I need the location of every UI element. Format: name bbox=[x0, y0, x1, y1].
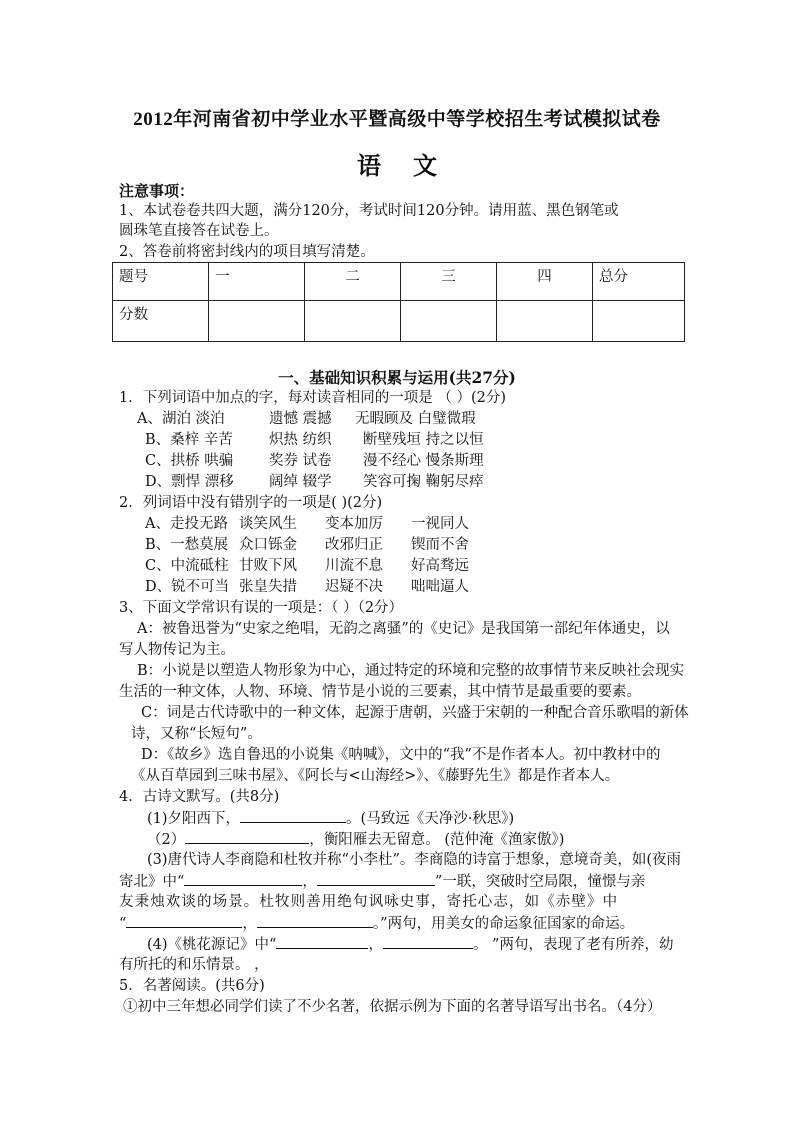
q2-option-a bbox=[145, 514, 469, 534]
q4-p2-pre: （2） bbox=[147, 832, 186, 848]
score-cell-label: 题号 bbox=[113, 263, 209, 301]
q4-part-2 bbox=[147, 829, 564, 850]
subject-title bbox=[0, 146, 794, 181]
q4-p3-blank-3[interactable] bbox=[126, 913, 242, 928]
q4-p3-blank-4[interactable] bbox=[257, 913, 373, 928]
q1-a-2: 遗憾 震撼 bbox=[269, 411, 332, 427]
q3-b-line-1: B：小说是以塑造人物形象为中心，通过特定的环境和完整的故事情节来反映社会现实 bbox=[137, 663, 685, 679]
q4-p4-pre: (4)《桃花源记》中“ bbox=[147, 937, 277, 953]
q3-b-line-2: 生活的一种文体，人物、环境、情节是小说的三要素，其中情节是最重要的要素。 bbox=[119, 684, 641, 700]
q1-c-3: 漫不经心 慢条斯理 bbox=[363, 453, 484, 469]
q3-c-line-1: C：词是古代诗歌中的一种文体，起源于唐朝，兴盛于宋朝的一种配合音乐歌唱的新体 bbox=[141, 705, 689, 721]
q1-b-3: 断壁残垣 持之以恒 bbox=[363, 432, 484, 448]
q4-p4-blank-2[interactable] bbox=[383, 934, 473, 949]
score-cell-2: 二 bbox=[305, 263, 401, 301]
q4-p2-blank[interactable] bbox=[185, 829, 309, 844]
q2-a-3: 变本加厉 bbox=[325, 516, 383, 532]
q2-a-4: 一视同人 bbox=[411, 516, 469, 532]
q4-part-1 bbox=[147, 808, 514, 829]
q4-p3-l4-post: 。”两句，用美女的命运象征国家的命运。 bbox=[372, 916, 635, 932]
q1-b-1: B、桑梓 辛苦 bbox=[145, 432, 233, 448]
q4-p3-l2-pre: 寄北》中“ bbox=[119, 874, 185, 890]
q3-a-line-2: 写人物传记为主。 bbox=[119, 642, 235, 658]
section-1-heading: 一、基础知识积累与运用(共27分) bbox=[278, 368, 516, 387]
q4-p3-blank-2[interactable] bbox=[317, 871, 435, 886]
exam-title: 2012年河南省初中学业水平暨高级中等学校招生考试模拟试卷 bbox=[133, 109, 661, 130]
q4-p3-l4-pre: “ bbox=[119, 916, 127, 932]
q2-c-1: C、中流砥柱 bbox=[145, 558, 229, 574]
q4-p3-blank-1[interactable] bbox=[184, 871, 302, 886]
subject-char-2: 文 bbox=[413, 151, 437, 180]
q4-part-3-line-1: (3)唐代诗人李商隐和杜牧并称“小李杜”。李商隐的诗富于想象，意境奇美，如(夜雨 bbox=[147, 852, 682, 868]
q2-option-d bbox=[145, 577, 469, 597]
q2-option-b bbox=[145, 535, 469, 555]
q2-c-2: 甘败下风 bbox=[239, 558, 297, 574]
score-table-header-row bbox=[113, 263, 685, 301]
q1-option-a bbox=[137, 409, 476, 429]
q2-b-3: 改邪归正 bbox=[325, 537, 383, 553]
score-table bbox=[112, 262, 685, 342]
q5-stem: 5．名著阅读。(共6分) bbox=[119, 978, 265, 994]
q1-d-3: 笑容可掬 鞠躬尽瘁 bbox=[363, 474, 484, 490]
score-table-score-row bbox=[113, 301, 685, 342]
q4-part-4 bbox=[147, 934, 673, 955]
q1-c-2: 奖券 试卷 bbox=[269, 453, 332, 469]
q2-a-2: 谈笑风生 bbox=[239, 516, 297, 532]
q2-d-1: D、锐不可当 bbox=[145, 579, 230, 595]
score-input-2[interactable] bbox=[305, 301, 401, 342]
score-input-4[interactable] bbox=[497, 301, 593, 342]
q1-a-1: A、湖泊 淡泊 bbox=[137, 411, 225, 427]
notice-line-3: 2、答卷前将密封线内的项目填写清楚。 bbox=[119, 244, 375, 260]
notice-line-2: 圆珠笔直接答在试卷上。 bbox=[119, 223, 279, 239]
q5-sub-1: ①初中三年想必同学们读了不少名著，依据示例为下面的名著导语写出书名。（4分） bbox=[123, 999, 662, 1015]
q1-c-1: C、拱桥 哄骗 bbox=[145, 453, 234, 469]
q4-part-3-line-2 bbox=[119, 871, 645, 892]
q4-part-4-line-2: 有所托的和乐情景。 ， bbox=[119, 957, 269, 973]
score-input-3[interactable] bbox=[401, 301, 497, 342]
q4-stem: 4．古诗文默写。(共8分) bbox=[119, 789, 280, 805]
q3-stem: 3、下面文学常识有误的一项是：（ ）（2分） bbox=[119, 600, 404, 616]
q2-d-2: 张皇失措 bbox=[239, 579, 297, 595]
q4-part-3-line-3: 友秉烛欢谈的场景。杜牧则善用绝句讽咏史事，寄托心志，如《赤壁》中 bbox=[119, 894, 619, 910]
score-cell-1: 一 bbox=[209, 263, 305, 301]
q2-stem: 2．列词语中没有错别字的一项是( )(2分) bbox=[119, 495, 383, 511]
q4-p1-pre: (1)夕阳西下， bbox=[147, 811, 241, 827]
q1-b-2: 炽热 纺织 bbox=[269, 432, 332, 448]
q3-d-line-1: D：《故乡》选自鲁迅的小说集《呐喊》，文中的“我”不是作者本人。初中教材中的 bbox=[141, 747, 661, 763]
q2-b-4: 锲而不舍 bbox=[411, 537, 469, 553]
q4-p3-l2-mid: ， bbox=[302, 874, 317, 890]
q1-d-1: D、剽悍 漂移 bbox=[145, 474, 234, 490]
q4-p1-blank[interactable] bbox=[240, 808, 346, 823]
q1-option-b bbox=[145, 430, 484, 450]
q1-a-3: 无暇顾及 白璧微瑕 bbox=[355, 411, 476, 427]
q2-b-2: 众口铄金 bbox=[239, 537, 297, 553]
score-cell-4: 四 bbox=[497, 263, 593, 301]
q3-c-line-2: 诗，又称“长短句”。 bbox=[131, 726, 262, 742]
q1-stem: 1．下列词语中加点的字，每对读音相同的一项是 （ ）(2分) bbox=[119, 390, 506, 406]
q1-option-c bbox=[145, 451, 484, 471]
score-input-1[interactable] bbox=[209, 301, 305, 342]
q4-p1-post: 。(马致远《天净沙·秋思》) bbox=[346, 811, 515, 827]
q2-c-3: 川流不息 bbox=[325, 558, 383, 574]
q3-d-line-2: 《从百草园到三味书屋》、《阿长与<山海经>》、《藤野先生》都是作者本人。 bbox=[131, 768, 620, 784]
q4-p4-blank-1[interactable] bbox=[276, 934, 368, 949]
subject-char-1: 语 bbox=[357, 151, 381, 180]
q4-p4-post: 。 ”两句，表现了老有所养，幼 bbox=[472, 937, 674, 953]
q2-c-4: 好高骛远 bbox=[411, 558, 469, 574]
score-cell-total: 总分 bbox=[593, 263, 685, 301]
q4-p4-mid: ， bbox=[368, 937, 383, 953]
notice-line-1: 1、本试卷卷共四大题，满分120分，考试时间120分钟。请用蓝、黑色钢笔或 bbox=[119, 203, 619, 219]
q4-p3-l2-post: ”一联，突破时空局限，憧憬与亲 bbox=[434, 874, 646, 890]
q2-a-1: A、走投无路 bbox=[145, 516, 228, 532]
q1-d-2: 阔绰 辍学 bbox=[269, 474, 332, 490]
q1-option-d bbox=[145, 472, 484, 492]
q4-part-3-line-4 bbox=[119, 913, 634, 934]
q3-a-line-1: A：被鲁迅誉为“史家之绝唱，无韵之离骚”的《史记》是我国第一部纪年体通史，以 bbox=[137, 621, 670, 637]
notice-heading: 注意事项： bbox=[119, 182, 195, 200]
q2-d-3: 迟疑不决 bbox=[325, 579, 383, 595]
score-cell-3: 三 bbox=[401, 263, 497, 301]
q4-p2-post: ，衡阳雁去无留意。 (范仲淹《渔家傲》) bbox=[309, 832, 565, 848]
q2-option-c bbox=[145, 556, 469, 576]
q4-p3-l4-mid: ， bbox=[242, 916, 257, 932]
q2-d-4: 咄咄逼人 bbox=[411, 579, 469, 595]
q2-b-1: B、一愁莫展 bbox=[145, 537, 229, 553]
score-row-label: 分数 bbox=[113, 301, 209, 342]
score-input-total[interactable] bbox=[593, 301, 685, 342]
